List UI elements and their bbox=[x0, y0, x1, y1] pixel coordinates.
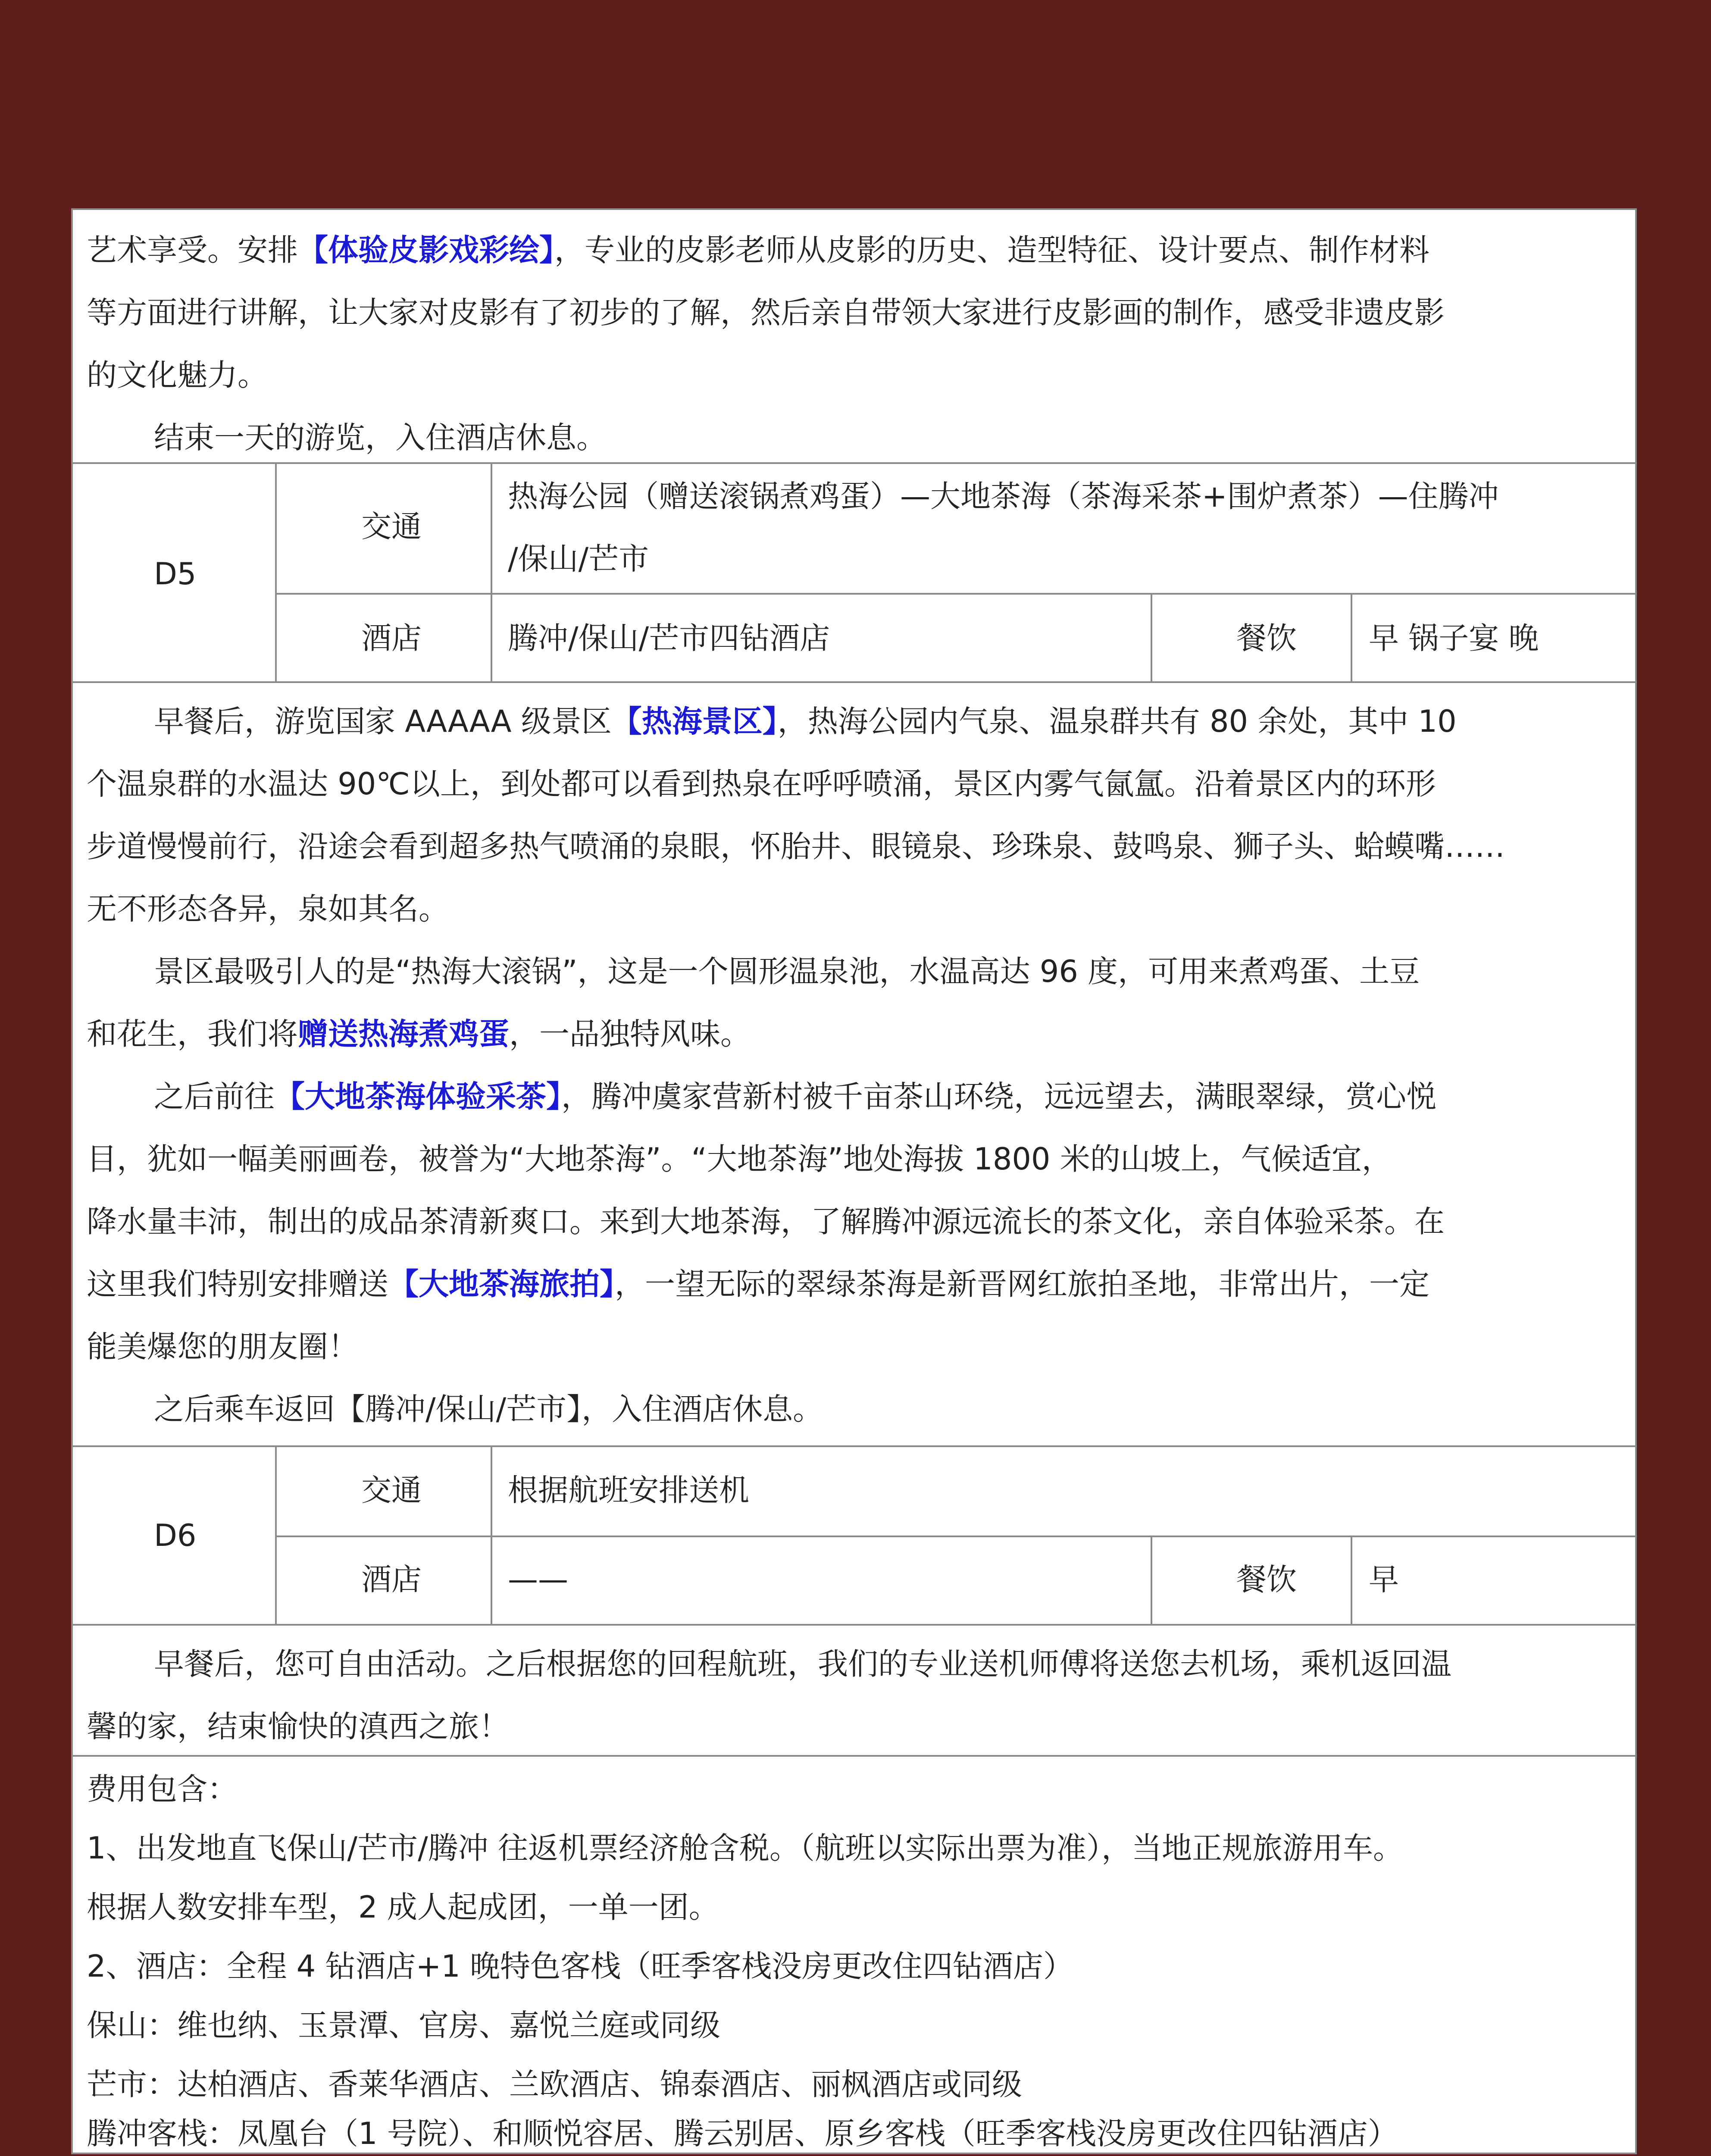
d5-desc-line: 之后乘车返回【腾冲/保山/芒市】，入住酒店休息。 bbox=[154, 1391, 823, 1427]
d5-desc-line: 降水量丰沛，制出的成品茶清新爽口。来到大地茶海，了解腾冲源远流长的茶文化，亲自体验采茶。在 bbox=[87, 1204, 1445, 1239]
d5-transport-label: 交通 bbox=[361, 509, 422, 544]
fees-line: 保山：维也纳、玉景潭、官房、嘉悦兰庭或同级 bbox=[87, 2008, 720, 2043]
d5-transport-line-2: /保山/芒市 bbox=[508, 541, 649, 577]
d6-transport-label: 交通 bbox=[361, 1473, 422, 1508]
d5-desc-line bbox=[154, 1077, 1436, 1116]
d5-text: ，热海公园内气泉、温泉群共有 80 余处，其中 10 bbox=[777, 704, 1457, 739]
d5-desc-line bbox=[87, 1015, 751, 1053]
d6-meal-value: 早 bbox=[1369, 1562, 1399, 1597]
intro-line-1 bbox=[87, 231, 1429, 270]
d5-text: ，一望无际的翠绿茶海是新晋网红旅拍圣地，非常出片，一定 bbox=[615, 1266, 1429, 1302]
d5-desc-line: 个温泉群的水温达 90℃以上，到处都可以看到热泉在呼呼喷涌，景区内雾气氤氲。沿着景区内的环形 bbox=[87, 766, 1436, 802]
d5-transport-line-1: 热海公园（赠送滚锅煮鸡蛋）—大地茶海（茶海采茶+围炉煮茶）—住腾冲 bbox=[508, 479, 1499, 514]
fees-line: 芒市：达柏酒店、香莱华酒店、兰欧酒店、锦泰酒店、丽枫酒店或同级 bbox=[87, 2067, 1022, 2102]
d5-desc-line bbox=[154, 702, 1457, 741]
highlight-shadow-puppet-painting: 【体验皮影戏彩绘】 bbox=[298, 232, 554, 268]
d6-desc-line: 早餐后，您可自由活动。之后根据您的回程航班，我们的专业送机师傅将送您去机场，乘机返回温 bbox=[154, 1646, 1451, 1682]
d5-hotel-label: 酒店 bbox=[361, 620, 422, 656]
d5-text: 这里我们特别安排赠送 bbox=[87, 1266, 388, 1302]
d6-desc-line: 馨的家，结束愉快的滇西之旅！ bbox=[87, 1709, 509, 1744]
d6-hotel-label: 酒店 bbox=[361, 1562, 422, 1597]
d5-text: 之后前往 bbox=[154, 1079, 275, 1114]
d5-desc-line: 能美爆您的朋友圈！ bbox=[87, 1329, 358, 1364]
highlight-travel-photo: 【大地茶海旅拍】 bbox=[388, 1266, 615, 1302]
highlight-free-boiled-eggs: 赠送热海煮鸡蛋 bbox=[298, 1016, 509, 1052]
d5-day-label: D5 bbox=[154, 556, 197, 592]
d5-desc-line: 步道慢慢前行，沿途会看到超多热气喷涌的泉眼，怀胎井、眼镜泉、珍珠泉、鼓鸣泉、狮子头、蛤蟆嘴…… bbox=[87, 829, 1505, 864]
highlight-tea-picking: 【大地茶海体验采茶】 bbox=[275, 1079, 561, 1114]
d5-text: 和花生，我们将 bbox=[87, 1016, 298, 1052]
d5-meal-value: 早 锅子宴 晚 bbox=[1369, 620, 1539, 656]
fees-line: 2、酒店：全程 4 钻酒店+1 晚特色客栈（旺季客栈没房更改住四钻酒店） bbox=[87, 1949, 1074, 1984]
highlight-rehai-scenic-area: 【热海景区】 bbox=[611, 704, 778, 739]
fees-title: 费用包含： bbox=[87, 1771, 238, 1807]
d5-desc-line: 景区最吸引人的是“热海大滚锅”，这是一个圆形温泉池，水温高达 96 度，可用来煮鸡蛋、土豆 bbox=[154, 954, 1420, 989]
d6-transport-value: 根据航班安排送机 bbox=[508, 1473, 749, 1508]
d5-desc-line: 目，犹如一幅美丽画卷，被誉为“大地茶海”。“大地茶海”地处海拔 1800 米的山坡上，气候适宜， bbox=[87, 1141, 1392, 1177]
d5-desc-line bbox=[87, 1265, 1429, 1304]
intro-text: 艺术享受。安排 bbox=[87, 232, 298, 268]
fees-line: 腾冲客栈：凤凰台（1 号院）、和顺悦容居、腾云别居、原乡客栈（旺季客栈没房更改住四钻酒店） bbox=[87, 2116, 1398, 2151]
itinerary-document bbox=[71, 208, 1637, 2154]
d6-hotel-value: —— bbox=[508, 1562, 568, 1597]
d5-desc-line: 无不形态各异，泉如其名。 bbox=[87, 891, 449, 927]
fees-line: 1、出发地直飞保山/芒市/腾冲 往返机票经济舱含税。（航班以实际出票为准），当地正规旅游用车。 bbox=[87, 1830, 1403, 1866]
d6-meal-label: 餐饮 bbox=[1236, 1562, 1297, 1597]
d5-text: ，腾冲虞家营新村被千亩茶山环绕，远远望去，满眼翠绿，赏心悦 bbox=[561, 1079, 1436, 1114]
d5-text: ，一品独特风味。 bbox=[509, 1016, 751, 1052]
d5-meal-label: 餐饮 bbox=[1236, 620, 1297, 656]
d6-hotel-value-cell bbox=[491, 1536, 1152, 1626]
d6-day-label: D6 bbox=[154, 1518, 197, 1553]
intro-line-3: 的文化魅力。 bbox=[87, 357, 268, 393]
intro-line-4: 结束一天的游览，入住酒店休息。 bbox=[154, 420, 607, 455]
intro-line-2: 等方面进行讲解，让大家对皮影有了初步的了解，然后亲自带领大家进行皮影画的制作，感受非遗皮影 bbox=[87, 295, 1445, 330]
intro-text: ，专业的皮影老师从皮影的历史、造型特征、设计要点、制作材料 bbox=[554, 232, 1429, 268]
d5-hotel-value: 腾冲/保山/芒市四钻酒店 bbox=[508, 620, 830, 656]
fees-line: 根据人数安排车型，2 成人起成团，一单一团。 bbox=[87, 1890, 719, 1925]
d5-text: 早餐后，游览国家 AAAAA 级景区 bbox=[154, 704, 612, 739]
